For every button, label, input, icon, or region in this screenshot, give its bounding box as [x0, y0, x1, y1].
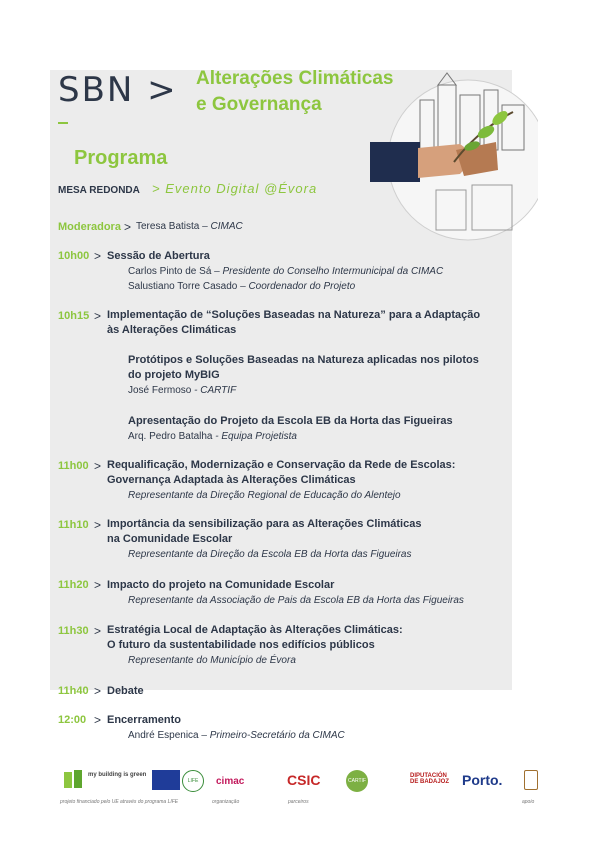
moderator-label: Moderadora — [58, 221, 121, 233]
handshake-illustration — [368, 70, 538, 255]
representative: Representante do Município de Évora — [128, 655, 296, 666]
agenda-title: Encerramento — [107, 714, 181, 726]
eu-flag-icon — [152, 770, 180, 790]
caption-org: organização — [212, 799, 240, 805]
moderator-name: Teresa Batista — [136, 221, 200, 232]
footer-logo-cartif: CARTIF — [346, 770, 368, 792]
speaker-name: Arq. Pedro Batalha — [128, 431, 213, 442]
speaker-name: Carlos Pinto de Sá — [128, 266, 212, 277]
speaker-line — [128, 266, 443, 277]
speaker-name: José Fermoso — [128, 385, 192, 396]
caption-funding: projeto financiado pelo UE através do programa LIFE — [60, 799, 179, 805]
agenda-title — [107, 308, 507, 338]
speaker-role: – Coordenador do Projeto — [237, 281, 356, 292]
agenda-time: 11h30 — [58, 625, 89, 637]
title-line-1: Alterações Climáticas — [196, 68, 394, 89]
agenda-title — [107, 458, 507, 488]
title-line: às Alterações Climáticas — [107, 324, 237, 336]
municipal-crest-icon — [524, 770, 538, 790]
agenda-time: 11h00 — [58, 460, 89, 472]
chevron-right-icon: > — [94, 684, 102, 698]
title-line: Implementação de “Soluções Baseadas na Natureza” para a Adaptação — [107, 309, 481, 321]
building-logo-icon — [62, 768, 84, 790]
speaker-role: – Primeiro-Secretário da CIMAC — [198, 730, 345, 741]
speaker-line — [128, 385, 236, 396]
representative: Representante da Associação de Pais da Escola EB da Horta das Figueiras — [128, 595, 464, 606]
chevron-right-icon: > — [124, 220, 132, 234]
agenda-title: Debate — [107, 685, 144, 697]
section-title: Programa — [74, 147, 168, 169]
chevron-right-icon: > — [94, 518, 102, 532]
speaker-role: - CARTIF — [191, 385, 237, 396]
moderator-info — [136, 221, 243, 232]
representative: Representante da Direção Regional de Educação do Alentejo — [128, 490, 401, 501]
agenda-title — [107, 517, 507, 547]
agenda-time: 10h00 — [58, 250, 90, 262]
sbn-logo: SBN > — [58, 70, 178, 110]
representative-line — [128, 490, 401, 501]
footer-logo-badajoz: DIPUTACIÓN DE BADAJOZ — [410, 773, 450, 785]
title-line: na Comunidade Escolar — [107, 533, 233, 545]
title-line: O futuro da sustentabilidade nos edifícios públicos — [107, 639, 375, 651]
chevron-right-icon: > — [94, 624, 102, 638]
chevron-right-icon: > — [94, 459, 102, 473]
life-logo: LIFE — [182, 770, 204, 792]
agenda-time: 12:00 — [58, 714, 87, 726]
speaker-line — [128, 730, 345, 741]
agenda-time: 11h20 — [58, 579, 89, 591]
representative-line — [128, 655, 296, 666]
title-line-2: e Governança — [196, 94, 322, 115]
moderator-org: – CIMAC — [202, 221, 243, 232]
agenda-title — [107, 623, 507, 653]
title-line: Requalificação, Modernização e Conservação da Rede de Escolas: — [107, 459, 456, 471]
chevron-right-icon: > — [94, 713, 102, 727]
title-line: Importância da sensibilização para as Alterações Climáticas — [107, 518, 422, 530]
representative-line — [128, 595, 464, 606]
title-line: do projeto MyBIG — [128, 369, 220, 381]
chevron-right-icon: > — [94, 578, 102, 592]
agenda-time: 11h10 — [58, 519, 89, 531]
title-line: Estratégia Local de Adaptação às Alterações Climáticas: — [107, 624, 403, 636]
caption-partners: parceiros — [288, 799, 309, 805]
title-line: Governança Adaptada às Alterações Climáticas — [107, 474, 356, 486]
title-line: Protótipos e Soluções Baseadas na Natureza aplicadas nos pilotos — [128, 354, 479, 366]
footer-logo-cimac: cimac — [216, 776, 245, 787]
chevron-right-icon: > — [94, 249, 102, 263]
sub-session-title: Apresentação do Projeto da Escola EB da Horta das Figueiras — [128, 415, 453, 427]
agenda-title: Impacto do projeto na Comunidade Escolar — [107, 579, 335, 591]
agenda-time: 10h15 — [58, 310, 90, 322]
sub-session-title — [128, 353, 508, 383]
footer-logo-csic: CSIC — [287, 772, 321, 788]
speaker-role: - Equipa Projetista — [212, 431, 297, 442]
caption-support: apoio — [522, 799, 535, 805]
divider — [58, 122, 68, 124]
mesa-label: MESA REDONDA — [58, 185, 140, 196]
page-title — [196, 66, 394, 118]
agenda-title: Sessão de Abertura — [107, 250, 210, 262]
speaker-name: Salustiano Torre Casado — [128, 281, 238, 292]
agenda-time: 11h40 — [58, 685, 89, 697]
speaker-name: André Espenica — [128, 730, 199, 741]
speaker-line — [128, 281, 355, 292]
speaker-role: – Presidente do Conselho Intermunicipal da CIMAC — [211, 266, 444, 277]
footer-logo-mybig: my building is green — [88, 772, 147, 778]
representative-line — [128, 549, 412, 560]
speaker-line — [128, 431, 297, 442]
representative: Representante da Direção da Escola EB da Horta das Figueiras — [128, 549, 412, 560]
chevron-right-icon: > — [94, 309, 102, 323]
event-label: > Evento Digital @Évora — [152, 181, 318, 196]
footer-logo-porto: Porto. — [462, 772, 503, 788]
